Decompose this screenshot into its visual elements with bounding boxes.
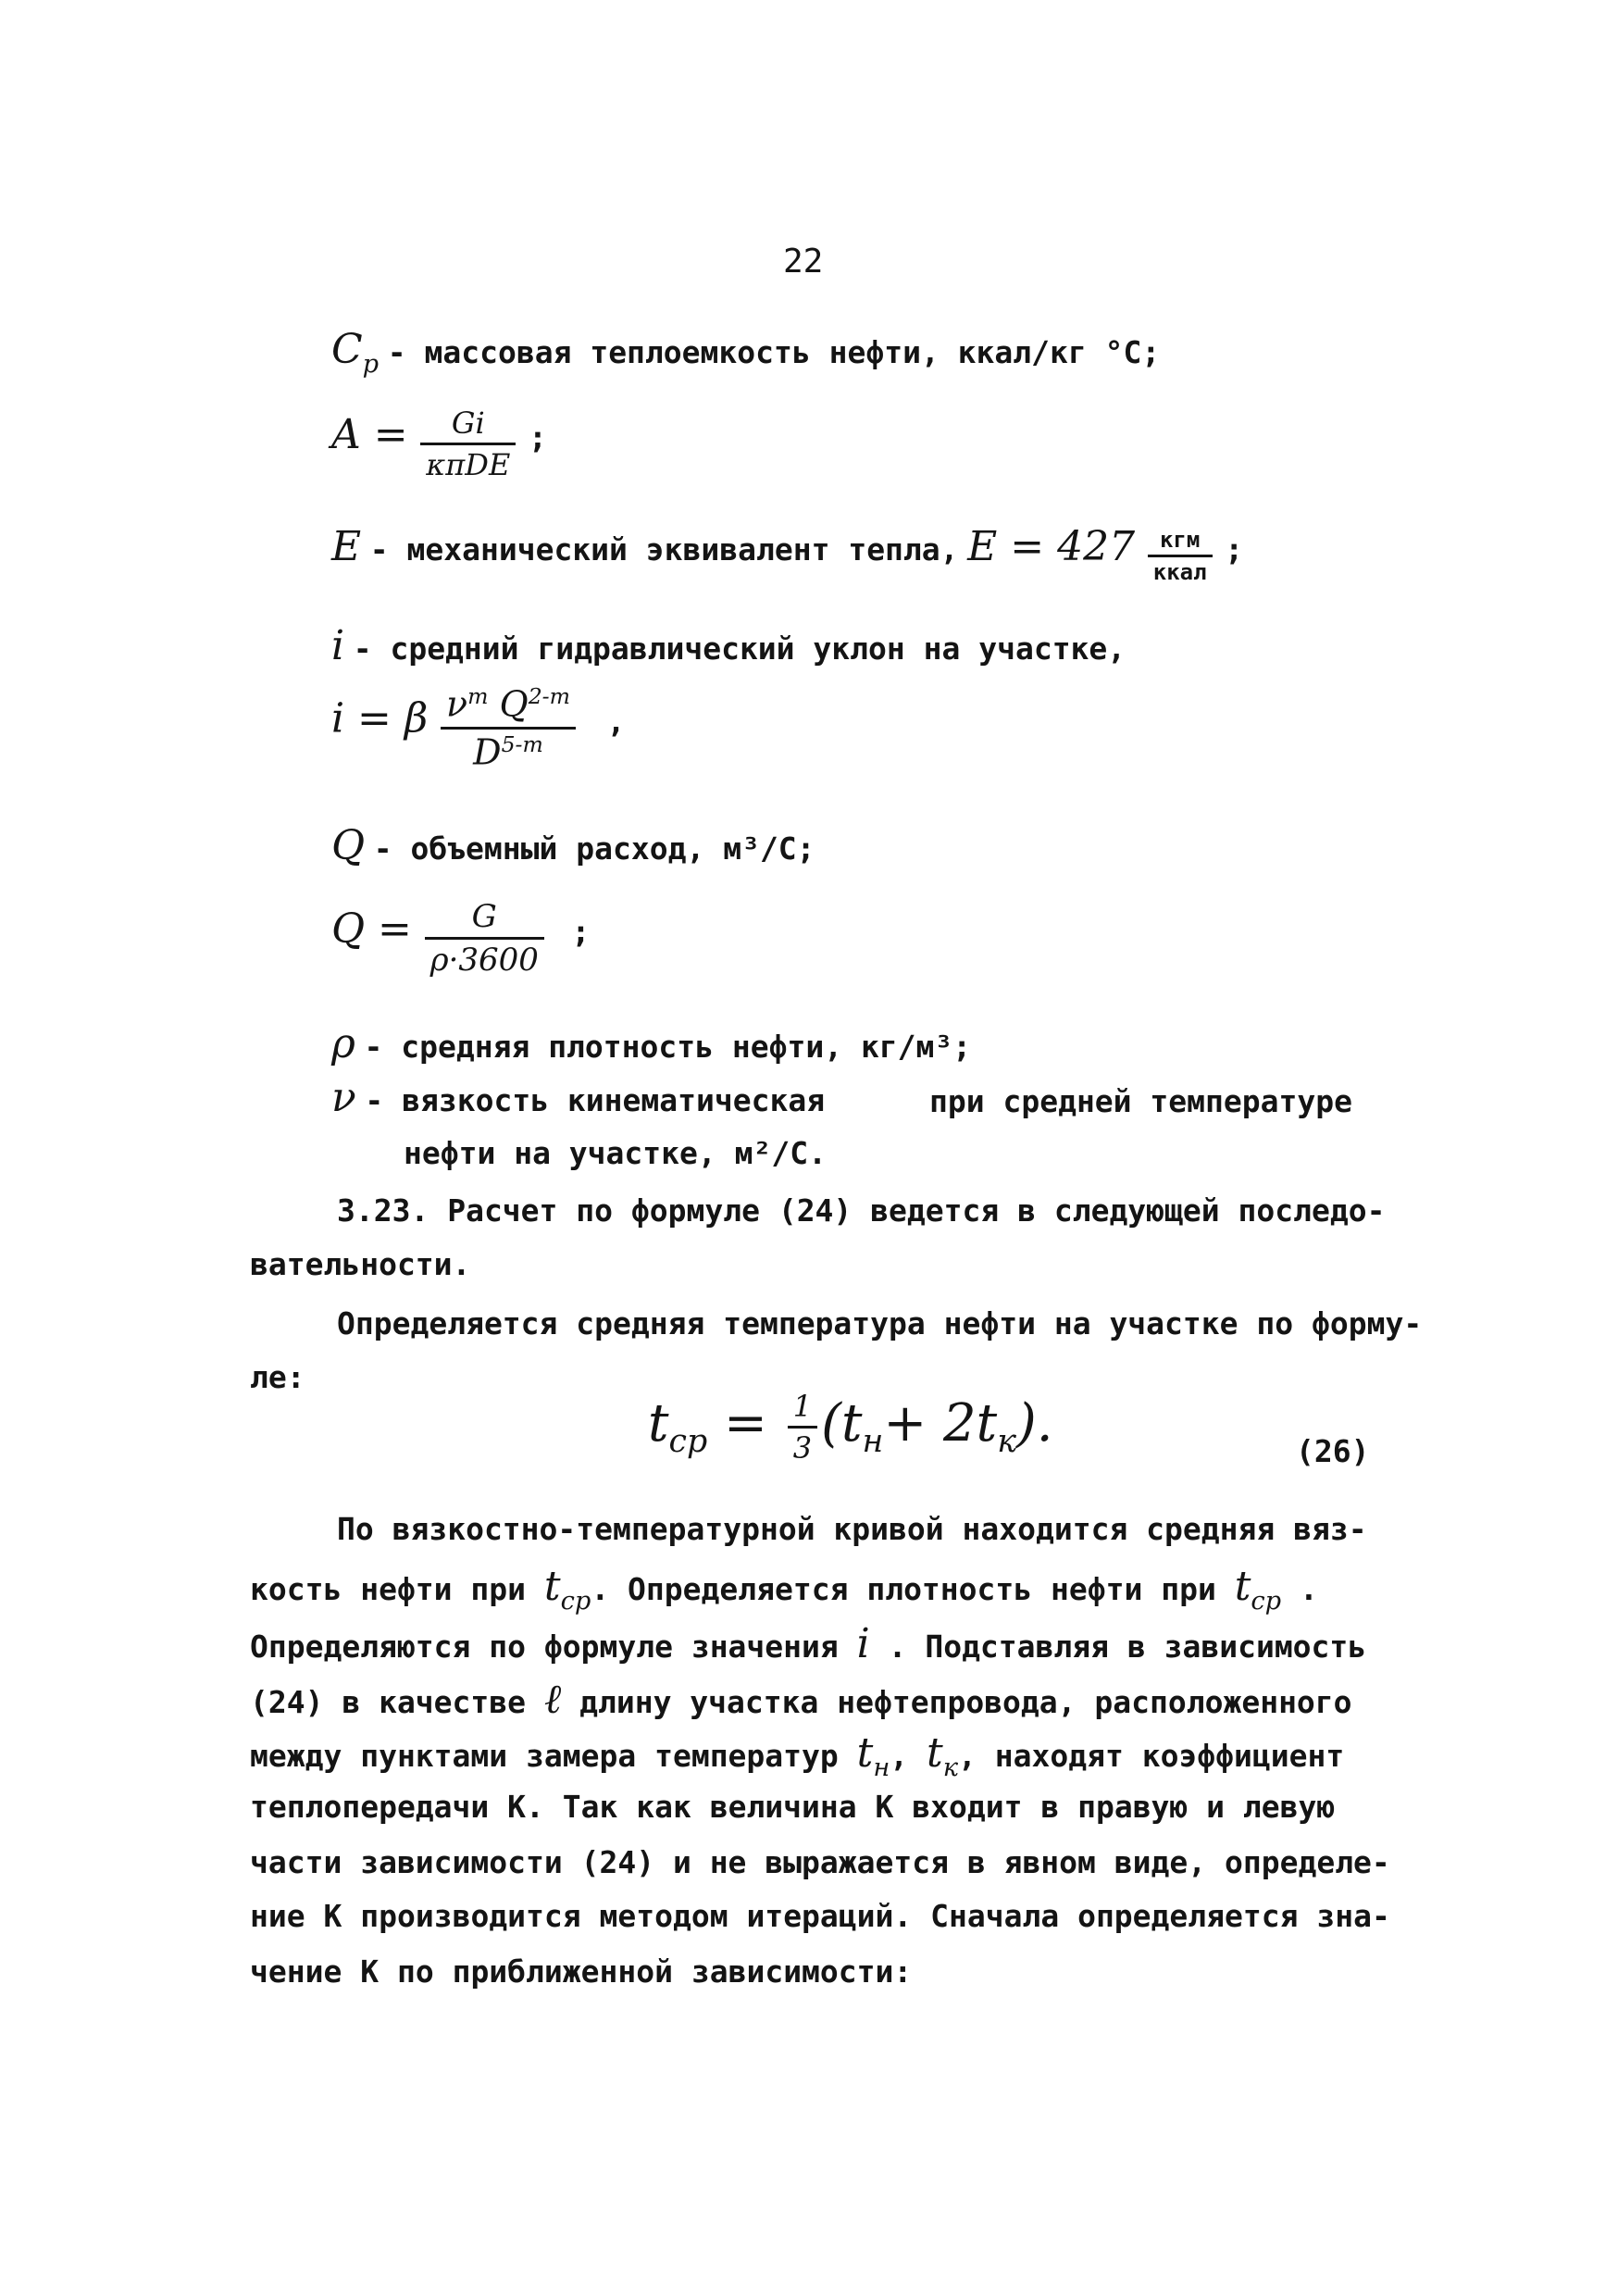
q-tail: ;	[571, 914, 591, 950]
e-fraction	[1148, 527, 1213, 585]
a-denominator: κπDE	[426, 447, 511, 482]
e-denominator: ккал	[1152, 559, 1207, 585]
q-fraction	[425, 898, 544, 979]
k-symbol-1: K	[507, 1789, 527, 1825]
q-text: - объемный расход, м³/С;	[373, 830, 815, 867]
body-line-2: кость нефти при $t_{ср}$. Определяется плотность нефти при $t_{ср}$ .	[250, 1563, 1318, 1616]
definition-cp	[331, 326, 1160, 379]
e-numerator: кгм	[1148, 527, 1213, 557]
para-323-line2: вательности.	[250, 1246, 471, 1282]
q-numerator: G	[425, 898, 544, 940]
i-text: - средний гидравлический уклон на участке,	[353, 630, 1126, 667]
definition-i	[331, 622, 1126, 669]
body-line-1: По вязкостно-температурной кривой находится средняя вяз-	[337, 1511, 1367, 1547]
e-equals: E = 427	[967, 523, 1136, 570]
e-symbol: E	[331, 523, 362, 570]
cp-text: - массовая теплоемкость нефти, ккал/кг °С;	[387, 334, 1161, 370]
i-fraction	[441, 683, 576, 772]
i-tail: ,	[606, 703, 626, 740]
formula-26-number: (26)	[1296, 1433, 1370, 1469]
para-323-line1: 3.23. Расчет по формуле (24) ведется в следующей последо-	[337, 1192, 1386, 1229]
e-text: - механический эквивалент тепла,	[369, 531, 959, 568]
t-k-symbol: $t_к$	[927, 1729, 959, 1782]
rho-text: - средняя плотность нефти, кг/м³;	[364, 1029, 972, 1065]
t-n-symbol: $t_н$	[856, 1729, 890, 1782]
body-line-9: чение K по приближенной зависимости:	[250, 1953, 913, 1990]
i-numerator: $\nu^m$ $Q^{2-m}$	[441, 683, 576, 730]
definition-nu	[331, 1074, 825, 1121]
cp-symbol: $C_p$	[331, 326, 380, 379]
page-number: 22	[783, 243, 824, 281]
body-line-7: части зависимости (24) и не выражается в явном виде, определе-	[250, 1844, 1390, 1880]
q-symbol: Q	[331, 822, 366, 869]
formula-a	[331, 406, 547, 482]
definition-rho	[331, 1020, 971, 1067]
formula-26: $t_{ср}$ = $\frac{1}{3}$ $(t_н+ 2t_к)$.	[648, 1389, 1053, 1466]
l-symbol-inline: ℓ	[543, 1676, 562, 1723]
nu-text-b: при средней температуре	[929, 1083, 1352, 1119]
i-symbol-inline: i	[856, 1620, 870, 1667]
definition-e	[331, 523, 1243, 585]
a-fraction	[420, 406, 516, 482]
a-lhs: A =	[331, 411, 408, 458]
formula-i	[331, 683, 626, 772]
e-tail: ;	[1225, 531, 1244, 568]
body-line-8: ние K производится методом итераций. Сначала определяется зна-	[250, 1898, 1390, 1934]
k-symbol-2: K	[875, 1789, 894, 1825]
k-symbol-4: K	[360, 1953, 380, 1990]
k-symbol-3: K	[323, 1898, 342, 1934]
a-numerator: Gi	[420, 406, 516, 445]
t-cp-symbol-2: $t_{ср}$	[1234, 1563, 1282, 1616]
t-cp-symbol-1: $t_{ср}$	[543, 1563, 591, 1616]
body-line-3: Определяются по формуле значения i . Подставляя в зависимость	[250, 1620, 1367, 1667]
formula-q	[331, 898, 590, 979]
rho-symbol: ρ	[331, 1020, 355, 1067]
definition-q	[331, 822, 815, 869]
body-line-5: между пунктами замера температур $t_н$, $t_к$, находят коэффициент	[250, 1729, 1345, 1782]
nu-text-c: нефти на участке, м²/С.	[404, 1135, 827, 1171]
body-line-4: (24) в качестве ℓ длину участка нефтепровода, расположенного	[250, 1676, 1352, 1723]
nu-text-a: - вязкость кинематическая	[365, 1082, 826, 1118]
nu-symbol: ν	[331, 1074, 356, 1121]
q-lhs: Q =	[331, 905, 412, 953]
i-lhs: i = β	[331, 694, 429, 742]
a-tail: ;	[528, 419, 547, 455]
i-denominator: $D^{5-m}$	[473, 730, 543, 773]
para-temp-line2: ле:	[250, 1359, 305, 1395]
formula-26-fraction: $\frac{1}{3}$	[788, 1389, 817, 1466]
body-line-6: теплопередачи K. Так как величина K входит в правую и левую	[250, 1789, 1336, 1825]
i-symbol: i	[331, 622, 345, 669]
q-denominator: ρ·3600	[429, 942, 539, 979]
para-temp-line1: Определяется средняя температура нефти на участке по форму-	[337, 1305, 1423, 1341]
